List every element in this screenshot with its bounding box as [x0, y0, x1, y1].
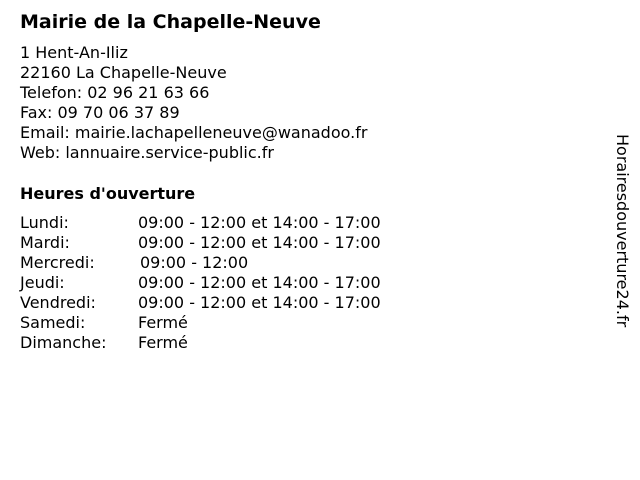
opening-hours-table [20, 213, 440, 353]
address-block [20, 43, 367, 163]
day-label: Lundi: [20, 213, 69, 232]
day-hours: 09:00 - 12:00 et 14:00 - 17:00 [138, 233, 381, 252]
hours-row-mardi [20, 233, 440, 253]
day-hours: 09:00 - 12:00 [140, 253, 249, 272]
watermark-text: Horairesdouverture24.fr [613, 134, 632, 328]
hours-row-mercredi [20, 253, 440, 273]
hours-row-jeudi [20, 273, 440, 293]
site-watermark [612, 134, 632, 374]
day-hours: 09:00 - 12:00 et 14:00 - 17:00 [138, 293, 381, 312]
day-hours: 09:00 - 12:00 et 14:00 - 17:00 [138, 213, 381, 232]
hours-row-samedi [20, 313, 440, 333]
hours-row-vendredi [20, 293, 440, 313]
website: Web: lannuaire.service-public.fr [20, 143, 274, 162]
day-label: Mercredi: [20, 253, 95, 272]
day-label: Samedi: [20, 313, 86, 332]
hours-row-lundi [20, 213, 440, 233]
phone-number: Telefon: 02 96 21 63 66 [20, 83, 210, 102]
day-label: Vendredi: [20, 293, 96, 312]
postal-city: 22160 La Chapelle-Neuve [20, 63, 227, 82]
day-label: Jeudi: [20, 273, 65, 292]
day-label: Mardi: [20, 233, 70, 252]
day-hours: Fermé [138, 333, 188, 352]
day-hours: 09:00 - 12:00 et 14:00 - 17:00 [138, 273, 381, 292]
hours-row-dimanche [20, 333, 440, 353]
street-address: 1 Hent-An-Iliz [20, 43, 128, 62]
page-title: Mairie de la Chapelle-Neuve [20, 11, 321, 33]
day-label: Dimanche: [20, 333, 107, 352]
fax-number: Fax: 09 70 06 37 89 [20, 103, 180, 122]
opening-hours-heading: Heures d'ouverture [20, 184, 196, 203]
email-address: Email: mairie.lachapelleneuve@wanadoo.fr [20, 123, 368, 142]
day-hours: Fermé [138, 313, 188, 332]
